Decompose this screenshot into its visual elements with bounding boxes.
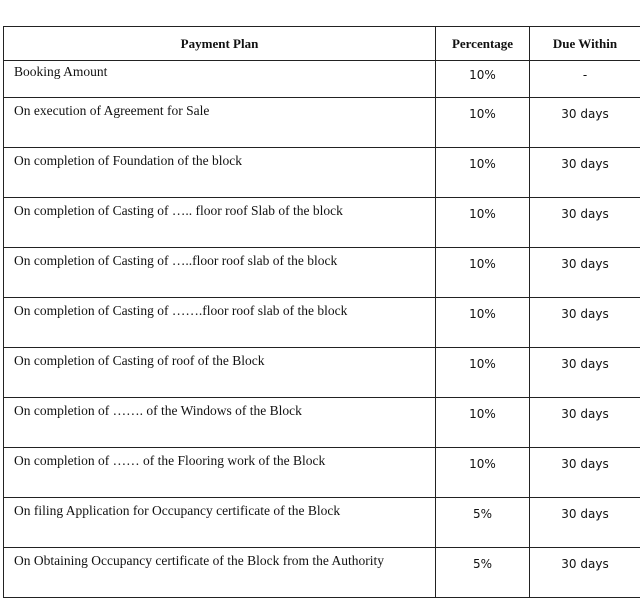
plan-cell: On completion of Casting of …….floor roof slab of the block — [4, 298, 436, 348]
header-percentage: Percentage — [436, 27, 530, 61]
header-row — [4, 27, 640, 61]
table-row — [4, 248, 640, 298]
due-within-cell: 30 days — [530, 498, 640, 548]
percentage-cell: 5% — [436, 548, 530, 598]
header-due-within: Due Within — [530, 27, 640, 61]
due-within-cell: 30 days — [530, 548, 640, 598]
table-row — [4, 348, 640, 398]
plan-cell: On execution of Agreement for Sale — [4, 98, 436, 148]
plan-cell: On completion of …… of the Flooring work of the Block — [4, 448, 436, 498]
percentage-cell: 10% — [436, 198, 530, 248]
table-row — [4, 198, 640, 248]
plan-cell: On completion of Casting of ….. floor roof Slab of the block — [4, 198, 436, 248]
plan-cell: On completion of Casting of roof of the Block — [4, 348, 436, 398]
plan-cell: On completion of Casting of …..floor roof slab of the block — [4, 248, 436, 298]
header-payment-plan: Payment Plan — [4, 27, 436, 61]
payment-plan-table — [3, 26, 640, 598]
plan-cell: On filing Application for Occupancy certificate of the Block — [4, 498, 436, 548]
percentage-cell: 5% — [436, 498, 530, 548]
table-row — [4, 398, 640, 448]
due-within-cell: 30 days — [530, 248, 640, 298]
percentage-cell: 10% — [436, 248, 530, 298]
due-within-cell: 30 days — [530, 448, 640, 498]
plan-cell: On Obtaining Occupancy certificate of the Block from the Authority — [4, 548, 436, 598]
due-within-cell: 30 days — [530, 398, 640, 448]
percentage-cell: 10% — [436, 98, 530, 148]
plan-cell: On completion of Foundation of the block — [4, 148, 436, 198]
table-row — [4, 548, 640, 598]
table-row — [4, 98, 640, 148]
table-row — [4, 61, 640, 98]
due-within-cell: 30 days — [530, 148, 640, 198]
table-row — [4, 148, 640, 198]
due-within-cell: 30 days — [530, 98, 640, 148]
percentage-cell: 10% — [436, 348, 530, 398]
plan-cell: On completion of ……. of the Windows of the Block — [4, 398, 436, 448]
table-row — [4, 498, 640, 548]
due-within-cell: 30 days — [530, 298, 640, 348]
percentage-cell: 10% — [436, 298, 530, 348]
percentage-cell: 10% — [436, 148, 530, 198]
due-within-cell: 30 days — [530, 348, 640, 398]
payment-plan-table-body — [4, 27, 640, 598]
due-within-cell: - — [530, 61, 640, 98]
plan-cell: Booking Amount — [4, 61, 436, 98]
table-row — [4, 448, 640, 498]
table-row — [4, 298, 640, 348]
percentage-cell: 10% — [436, 448, 530, 498]
due-within-cell: 30 days — [530, 198, 640, 248]
percentage-cell: 10% — [436, 61, 530, 98]
percentage-cell: 10% — [436, 398, 530, 448]
